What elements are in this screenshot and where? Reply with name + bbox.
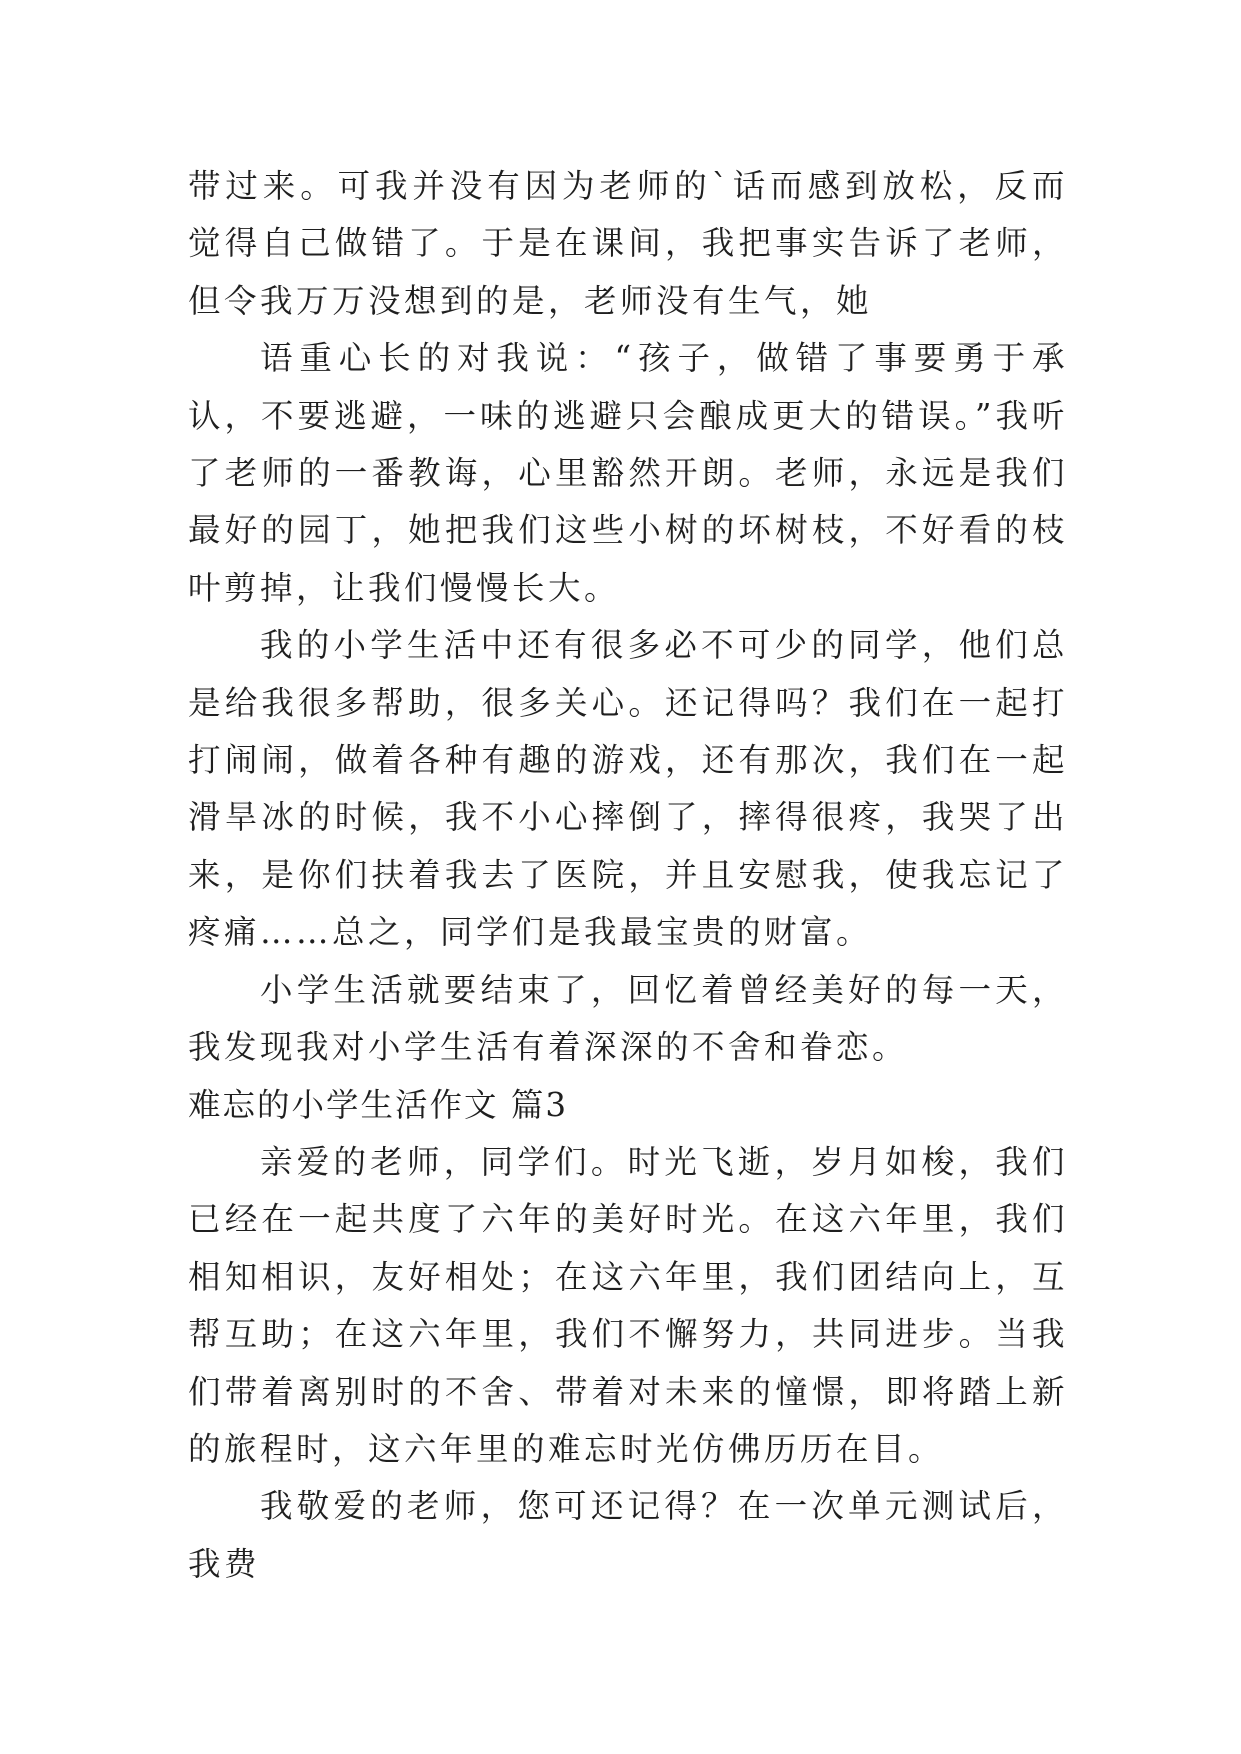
paragraph-1: 带过来。可我并没有因为老师的`话而感到放松，反而觉得自己做错了。于是在课间，我把事实告诉了老师，但令我万万没想到的是，老师没有生气，她 — [188, 167, 1068, 320]
document-body — [188, 158, 1068, 1593]
paragraph-4: 小学生活就要结束了，回忆着曾经美好的每一天，我发现我对小学生活有着深深的不舍和眷恋。 — [188, 970, 1068, 1067]
paragraph-2: 语重心长的对我说：“孩子，做错了事要勇于承认，不要逃避，一味的逃避只会酿成更大的错误。”我听了老师的一番教诲，心里豁然开朗。老师，永远是我们最好的园丁，她把我们这些小树的坏树枝，不好看的枝叶剪掉，让我们慢慢长大。 — [188, 339, 1068, 607]
paragraph-6: 我敬爱的老师，您可还记得？在一次单元测试后，我费 — [188, 1487, 1068, 1583]
section-heading: 难忘的小学生活作文 篇3 — [188, 1085, 569, 1124]
paragraph-3: 我的小学生活中还有很多必不可少的同学，他们总是给我很多帮助，很多关心。还记得吗？我们在一起打打闹闹，做着各种有趣的游戏，还有那次，我们在一起滑旱冰的时候，我不小心摔倒了，摔得很疼，我哭了出来，是你们扶着我去了医院，并且安慰我，使我忘记了疼痛……总之，同学们是我最宝贵的财富。 — [188, 626, 1068, 952]
paragraph-5: 亲爱的老师，同学们。时光飞逝，岁月如梭，我们已经在一起共度了六年的美好时光。在这六年里，我们相知相识，友好相处；在这六年里，我们团结向上，互帮互助；在这六年里，我们不懈努力，共同进步。当我们带着离别时的不舍、带着对未来的憧憬，即将踏上新的旅程时，这六年里的难忘时光仿佛历历在目。 — [188, 1142, 1068, 1468]
